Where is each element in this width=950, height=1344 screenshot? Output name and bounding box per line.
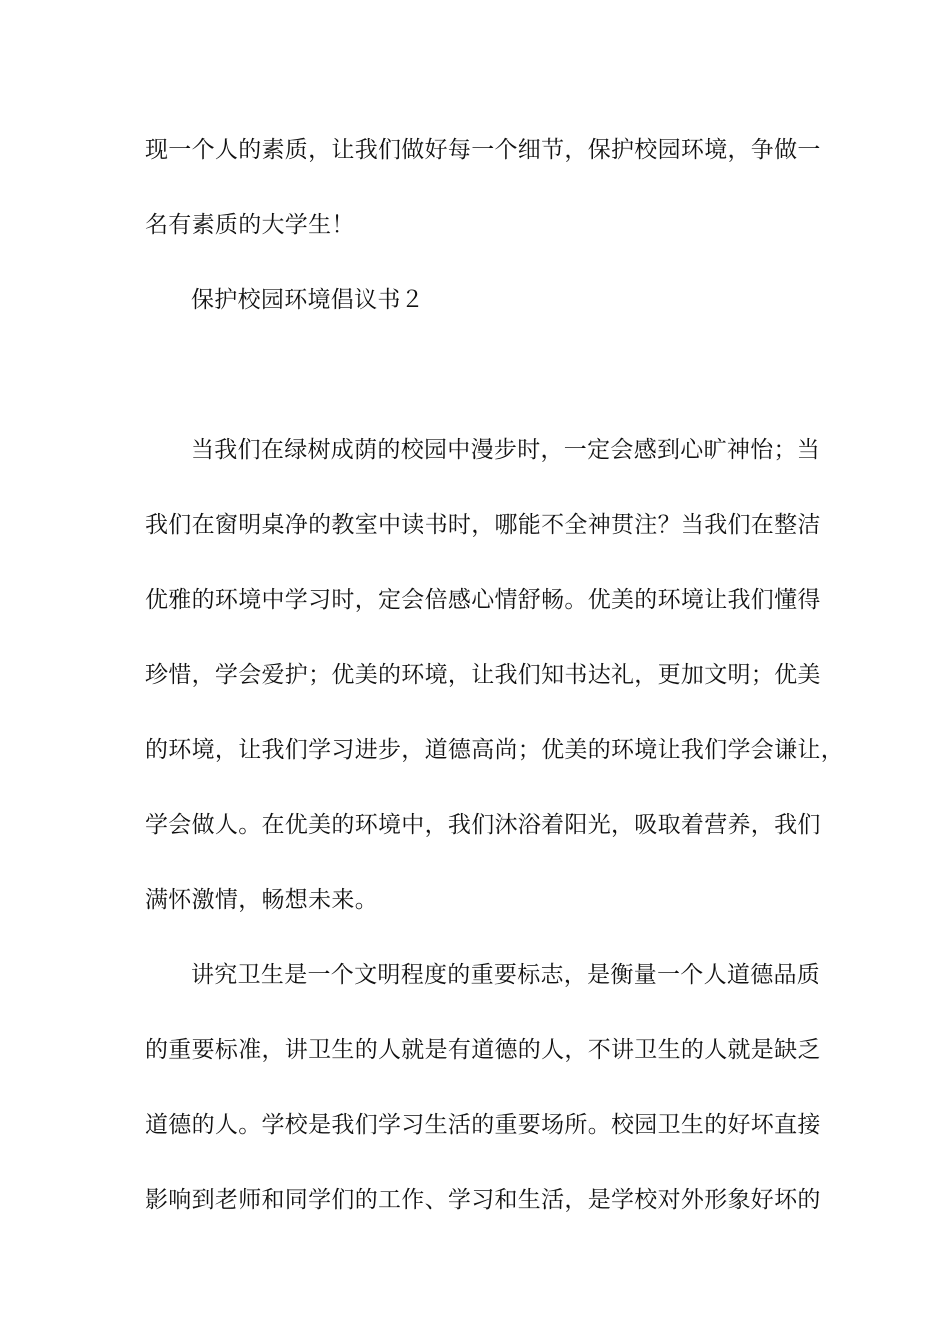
paragraph-2-line-2: 的重要标准，讲卫生的人就是有道德的人，不讲卫生的人就是缺乏 bbox=[145, 1037, 821, 1063]
paragraph-1-line-2: 我们在窗明桌净的教室中读书时，哪能不全神贯注？当我们在整洁 bbox=[145, 512, 821, 538]
paragraph-2-line-3: 道德的人。学校是我们学习生活的重要场所。校园卫生的好坏直接 bbox=[145, 1112, 821, 1138]
intro-line-1: 现一个人的素质，让我们做好每一个细节，保护校园环境，争做一 bbox=[145, 137, 821, 163]
paragraph-1-line-1: 当我们在绿树成荫的校园中漫步时，一定会感到心旷神怡；当 bbox=[191, 437, 821, 463]
paragraph-1-line-3: 优雅的环境中学习时，定会倍感心情舒畅。优美的环境让我们懂得 bbox=[145, 587, 821, 613]
paragraph-1-line-4: 珍惜，学会爱护；优美的环境，让我们知书达礼，更加文明；优美 bbox=[145, 662, 821, 688]
paragraph-2-line-4: 影响到老师和同学们的工作、学习和生活，是学校对外形象好坏的 bbox=[145, 1187, 821, 1213]
section-title: 保护校园环境倡议书２ bbox=[191, 287, 424, 313]
paragraph-1-line-5: 的环境，让我们学习进步，道德高尚；优美的环境让我们学会谦让， bbox=[145, 737, 844, 763]
paragraph-1-line-6: 学会做人。在优美的环境中，我们沐浴着阳光，吸取着营养，我们 bbox=[145, 812, 821, 838]
intro-line-2: 名有素质的大学生！ bbox=[145, 212, 355, 238]
paragraph-2-line-1: 讲究卫生是一个文明程度的重要标志，是衡量一个人道德品质 bbox=[191, 962, 821, 988]
paragraph-1-line-7: 满怀激情，畅想未来。 bbox=[145, 887, 378, 913]
